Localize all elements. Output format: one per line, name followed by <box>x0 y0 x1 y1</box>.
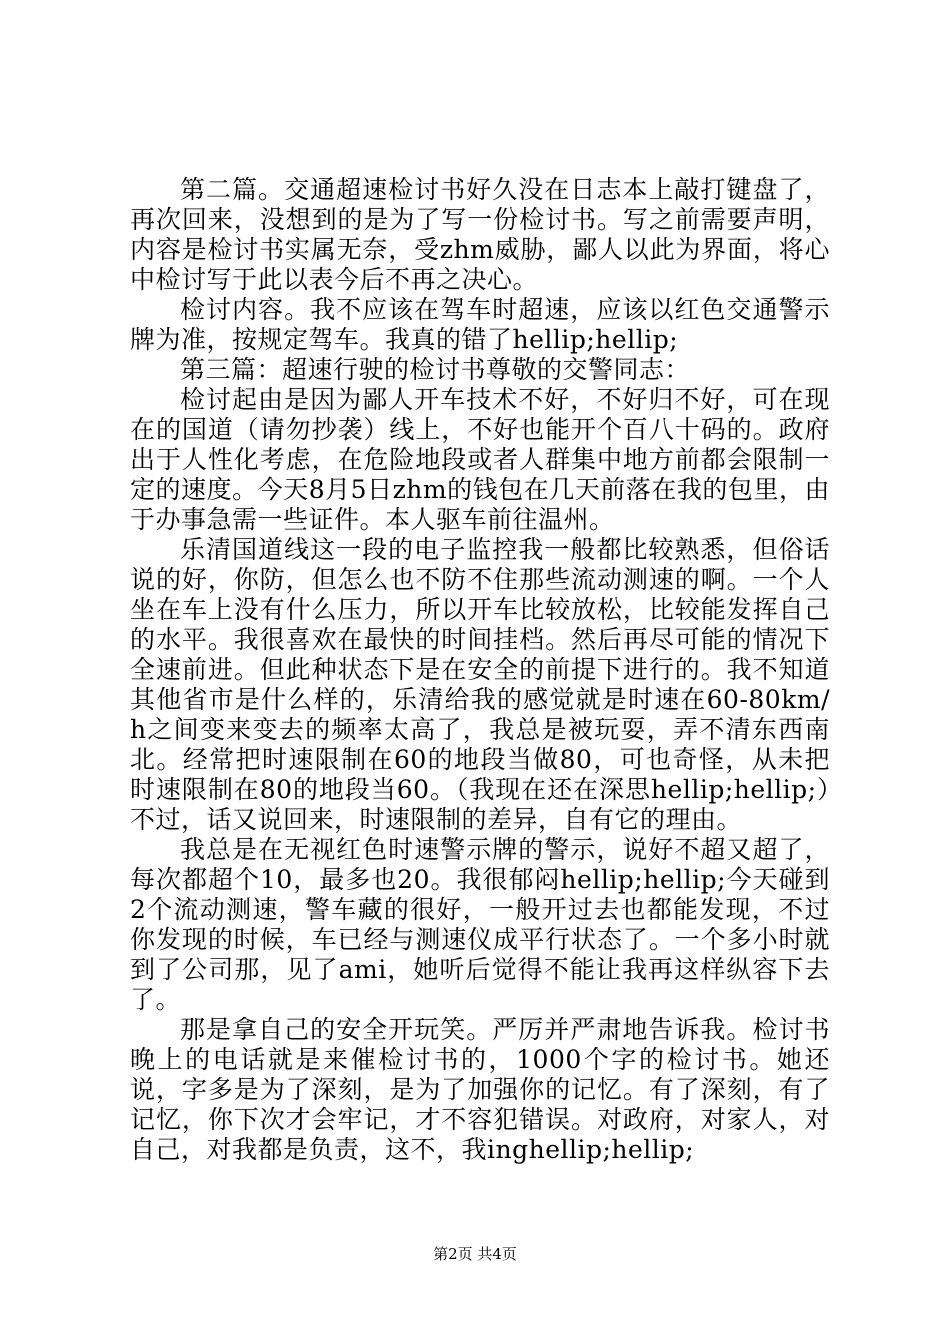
paragraph-5: 乐清国道线这一段的电子监控我一般都比较熟悉，但俗话说的好，你防，但怎么也不防不住那些流动测速的啊。一个人坐在车上没有什么压力，所以开车比较放松，比较能发挥自己的水平。我很喜欢在最快的时间挂档。然后再尽可能的情况下全速前进。但此种状态下是在安全的前提下进行的。我不知道其他省市是什么样的，乐清给我的感觉就是时速在60-80km/h之间变来变去的频率太高了，我总是被玩耍，弄不清东西南北。经常把时速限制在60的地段当做80，可也奇怪，从未把时速限制在80的地段当60。（我现在还在深思hellip;hellip;）不过，话又说回来，时速限制的差异，自有它的理由。 <box>130 535 830 834</box>
paragraph-4: 检讨起由是因为鄙人开车技术不好，不好归不好，可在现在的国道（请勿抄袭）线上，不好也能开个百八十码的。政府出于人性化考虑，在危险地段或者人群集中地方前都会限制一定的速度。今天8月5日zhm的钱包在几天前落在我的包里，由于办事急需一些证件。本人驱车前往温州。 <box>130 385 830 534</box>
paragraph-2: 检讨内容。我不应该在驾车时超速，应该以红色交通警示牌为准，按规定驾车。我真的错了hellip;hellip; <box>130 295 830 354</box>
paragraph-6: 我总是在无视红色时速警示牌的警示，说好不超又超了，每次都超个10，最多也20。我很郁闷hellip;hellip;今天碰到2个流动测速，警车藏的很好，一般开过去也都能发现，不过你发现的时候，车已经与测速仪成平行状态了。一个多小时就到了公司那，见了ami，她听后觉得不能让我再这样纵容下去了。 <box>130 835 830 1014</box>
page-footer: 第2页 共4页 <box>433 1245 517 1263</box>
paragraph-7: 那是拿自己的安全开玩笑。严厉并严肃地告诉我。检讨书晚上的电话就是来催检讨书的，1000个字的检讨书。她还说，字多是为了深刻，是为了加强你的记忆。有了深刻，有了记忆，你下次才会牢记，才不容犯错误。对政府，对家人，对自己，对我都是负责，这不，我inghellip;hellip; <box>130 1015 830 1164</box>
document-body <box>130 175 830 1165</box>
paragraph-3: 第三篇：超速行驶的检讨书尊敬的交警同志： <box>180 355 691 384</box>
paragraph-1: 第二篇。交通超速检讨书好久没在日志本上敲打键盘了，再次回来，没想到的是为了写一份检讨书。写之前需要声明，内容是检讨书实属无奈，受zhm威胁，鄙人以此为界面，将心中检讨写于此以表今后不再之决心。 <box>130 175 830 294</box>
